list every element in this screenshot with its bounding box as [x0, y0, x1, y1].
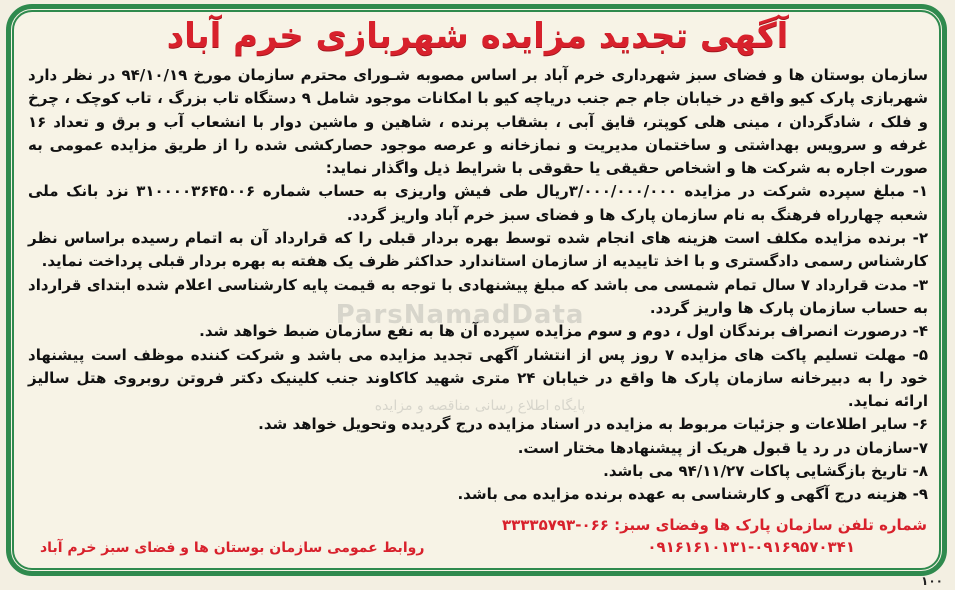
contact-label: شماره تلفن سازمان پارک ها وفضای سبز:: [614, 516, 927, 534]
condition-item: ۲- برنده مزایده مکلف است هزینه های انجام شده توسط بهره بردار قبلی را که قرارداد آن به اتمام رسیده براساس نظر کارشناس رسمی دادگستری و با اخذ تاییدیه از سازمان استاندارد حداکثر ظرف یک هفته به بهره بردار قبلی پرداخت نماید.: [28, 229, 928, 271]
condition-item: ۵- مهلت تسلیم پاکت های مزایده ۷ روز پس از انتشار آگهی تجدید مزایده می باشد و شرکت کننده موظف است پیشنهاد خود را به دبیرخانه سازمان پارک ها واقع در خیابان ۲۴ متری شهید کاکاوند جنب کلینیک دکتر فروتن روبروی هتل سالیز ارائه نماید.: [28, 345, 928, 411]
contact-phone: ۰۶۶-۳۳۳۳۵۷۹۳: [501, 516, 609, 534]
signature: روابط عمومی سازمان بوستان ها و فضای سبز خرم آباد: [40, 540, 425, 556]
watermark-logo: ParsNamadData: [335, 300, 585, 330]
condition-item: ۶- سایر اطلاعات و جزئیات مربوط به مزایده در اسناد مزایده درج گردیده وتحویل خواهد شد.: [258, 415, 928, 434]
condition-item: ۳- مدت قرارداد ۷ سال تمام شمسی می باشد که مبلغ پیشنهادی با توجه به قیمت پایه کارشناسی اعلام شده ابتدای قرارداد به حساب سازمان پارک ها واریز گردد.: [28, 275, 928, 317]
condition-item: ۱- مبلغ سپرده شرکت در مزایده ۳/۰۰۰/۰۰۰/۰۰۰ریال طی فیش واریزی به حساب شماره ۳۱۰۰۰۰۳۶۴۵۰۰۶ نزد بانک ملی شعبه چهارراه فرهنگ به نام سازمان پارک ها و فضای سبز خرم آباد واریز گردد.: [28, 182, 928, 224]
condition-item: ۴- درصورت انصراف برندگان اول ، دوم و سوم مزایده سپرده آن ها به نفع سازمان ضبط خواهد شد.: [199, 322, 928, 341]
contact-mobiles: ۰۹۱۶۱۶۱۰۱۳۱-۰۹۱۶۹۵۷۰۳۴۱: [647, 538, 855, 556]
notice-body: [28, 64, 928, 507]
intro-paragraph: سازمان بوستان ها و فضای سبز شهرداری خرم آباد بر اساس مصوبه شـورای محترم سازمان مورخ ۹۴/۱۰/۱۹ در نظر دارد شهربازی پارک کیو واقع در خیابان جام جم جنب دریاچه کیو با امکانات موجود شامل ۹ دستگاه تاب بزرگ ، تاب کوچک ، چرخ و فلک ، شادگردان ، مینی هلی کوپتر، قایق آبی ، بشقاب پرنده ، شاهین و ماشین دوار با انشعاب آب و برق و تعداد ۱۶ غرفه و سرویس بهداشتی و ساختمان مدیریت و نمازخانه و عرصه موجود حصارکشی شده را از طریق مزایده عمومی به صورت اجاره به شرکت ها و اشخاص حقیقی یا حقوقی با شرایط ذیل واگذار نماید:: [28, 66, 928, 178]
condition-item: ۸- تاریخ بازگشایی پاکات ۹۴/۱۱/۲۷ می باشد.: [603, 462, 928, 481]
page-number: ۱۰۰: [921, 574, 943, 588]
condition-item: ۹- هزینه درج آگهی و کارشناسی به عهده برنده مزایده می باشد.: [457, 485, 928, 504]
contact-line: [502, 513, 927, 537]
condition-item: ۷-سازمان در رد یا قبول هریک از پیشنهادها مختار است.: [517, 438, 928, 457]
watermark-subtitle: پایگاه اطلاع رسانی مناقصه و مزایده: [374, 398, 586, 414]
notice-title: آگهی تجدید مزایده شهربازی خرم آباد: [166, 16, 789, 56]
